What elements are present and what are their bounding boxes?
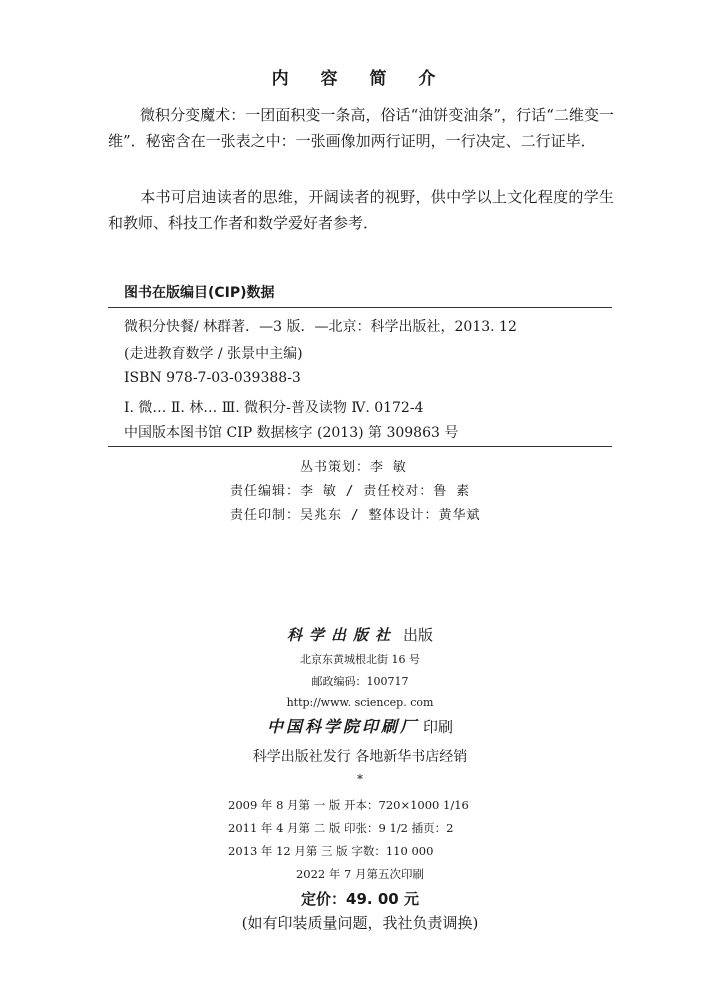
publisher-logo: 科学出版社	[286, 626, 397, 644]
page-title: 内 容 简 介	[271, 69, 449, 89]
edition-line: 2013 年 12 月第 三 版 字数：110 000	[228, 844, 434, 858]
credit-line: 丛书策划：李 敏	[300, 460, 407, 475]
publisher-address: 北京东黄城根北街 16 号	[300, 653, 420, 666]
credit-line: 责任印制：吴兆东 / 整体设计：黄华斌	[230, 508, 481, 523]
postal-code: 邮政编码：100717	[311, 675, 409, 688]
intro-text-2: 本书可启迪读者的思维，开阔读者的视野，供中学以上文化程度的学生和教师、科技工作者和数学爱好者参考．	[108, 188, 614, 232]
printer-action: 印刷	[423, 718, 454, 736]
intro-text-1: 微积分变魔术：一团面积变一条高，俗话“油饼变油条”，行话“二维变一维”．秘密含在一张表之中：一张画像加两行证明，一行决定、二行证毕．	[108, 106, 614, 150]
printer-logo: 中国科学院印刷厂	[266, 717, 419, 736]
price: 定价：49. 00 元	[301, 890, 419, 908]
distribution-line: 科学出版社发行 各地新华书店经销	[252, 749, 468, 765]
edition-line: 2011 年 4 月第 二 版 印张：9 1/2 插页：2	[228, 821, 454, 835]
edition-line: 2009 年 8 月第 一 版 开本：720×1000 1/16	[228, 798, 469, 812]
divider-top	[108, 307, 612, 308]
publisher-action: 出版	[403, 626, 434, 644]
divider-bottom	[108, 446, 612, 447]
intro-paragraph	[108, 102, 614, 154]
credit-line: 责任编辑：李 敏 / 责任校对：鲁 素	[230, 484, 471, 499]
cip-line: Ⅰ. 微… Ⅱ. 林… Ⅲ. 微积分-普及读物 Ⅳ. 0172-4	[124, 400, 424, 416]
cip-heading: 图书在版编目(CIP)数据	[124, 285, 275, 301]
publisher-url: http://www. sciencep. com	[286, 696, 434, 709]
separator-star: *	[357, 772, 363, 786]
cip-line: 微积分快餐/ 林群著．—3 版．—北京：科学出版社，2013. 12	[124, 319, 517, 335]
cip-line: 中国版本图书馆 CIP 数据核字 (2013) 第 309863 号	[124, 425, 459, 441]
publisher-line	[0, 624, 720, 645]
quality-note: (如有印装质量问题，我社负责调换)	[241, 914, 479, 932]
intro-paragraph	[108, 184, 614, 236]
cip-line: (走进教育数学 / 张景中主编)	[124, 346, 303, 362]
cip-line: ISBN 978-7-03-039388-3	[124, 370, 301, 386]
printer-line	[0, 714, 720, 737]
reprint-line: 2022 年 7 月第五次印刷	[295, 867, 425, 881]
